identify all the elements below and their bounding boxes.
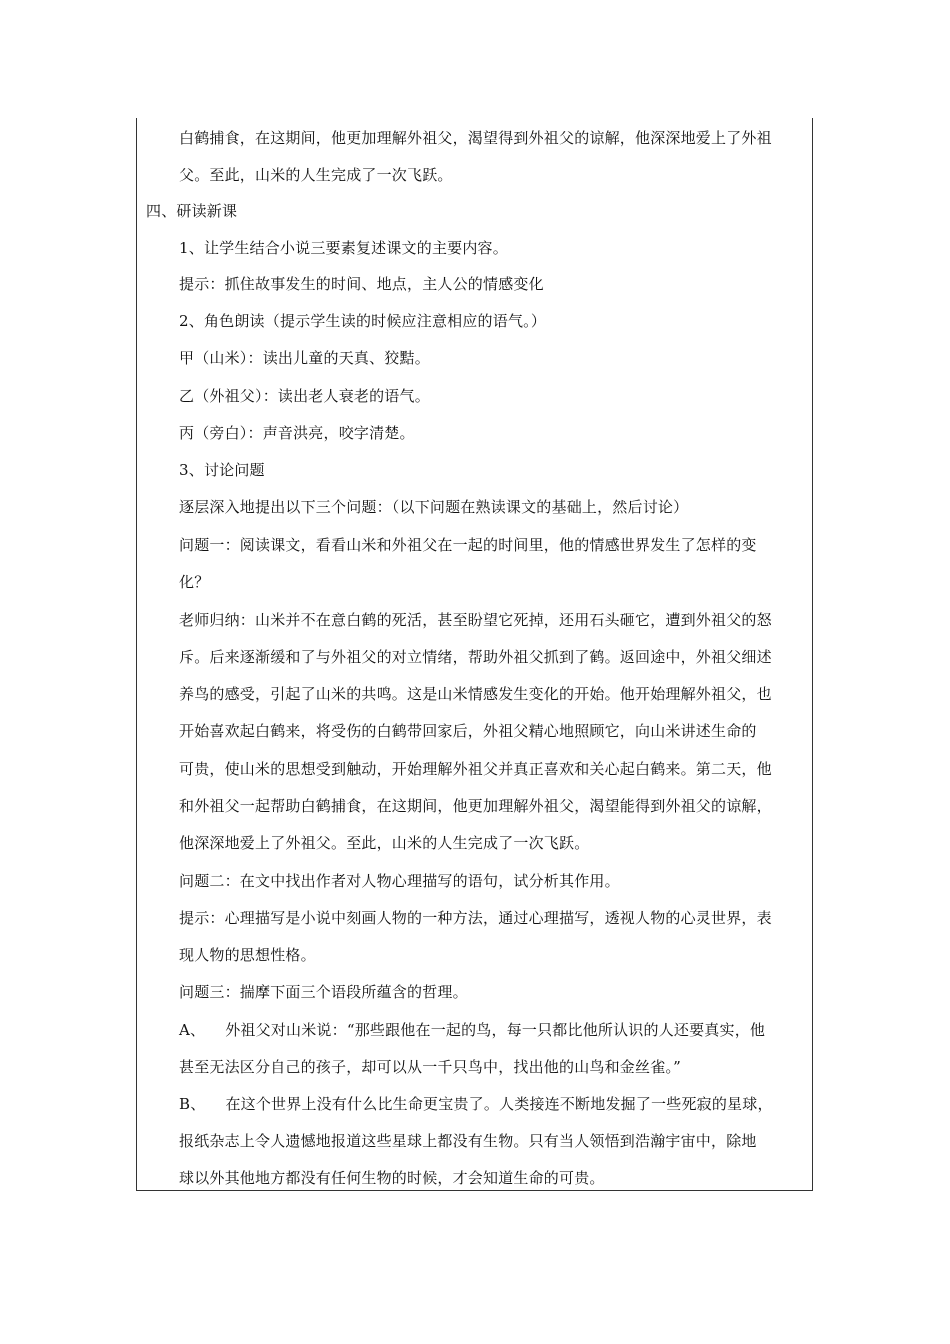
text-line: 甚至无法区分自己的孩子，却可以从一千只鸟中，找出他的山鸟和金丝雀。” (179, 1058, 681, 1076)
text-line: 和外祖父一起帮助白鹤捕食，在这期间，他更加理解外祖父，渴望能得到外祖父的谅解， (179, 797, 772, 815)
text-line: 问题二：在文中找出作者对人物心理描写的语句，试分析其作用。 (179, 872, 620, 890)
text-line: 开始喜欢起白鹤来，将受伤的白鹤带回家后，外祖父精心地照顾它，向山米讲述生命的 (179, 722, 757, 740)
text-line: 老师归纳：山米并不在意白鹤的死活，甚至盼望它死掉，还用石头砸它，遭到外祖父的怒 (179, 611, 772, 629)
list-text: 在这个世界上没有什么比生命更宝贵了。人类接连不断地发掘了一些死寂的星球， (225, 1095, 773, 1113)
text-line: 白鹤捕食，在这期间，他更加理解外祖父，渴望得到外祖父的谅解，他深深地爱上了外祖 (179, 129, 772, 147)
text-line: 问题三：揣摩下面三个语段所蕴含的哲理。 (179, 983, 468, 1001)
text-line: 3、讨论问题 (179, 461, 265, 479)
text-line: 现人物的思想性格。 (179, 946, 316, 964)
text-line: 丙（旁白）：声音洪亮，咬字清楚。 (179, 424, 415, 442)
text-line: 可贵，使山米的思想受到触动，开始理解外祖父并真正喜欢和关心起白鹤来。第二天，他 (179, 760, 772, 778)
text-line (179, 1020, 765, 1040)
text-line: 他深深地爱上了外祖父。至此，山米的人生完成了一次飞跃。 (179, 834, 590, 852)
list-text: 外祖父对山米说：“那些跟他在一起的鸟，每一只都比他所认识的人还要真实，他 (225, 1021, 766, 1039)
text-line: 养鸟的感受，引起了山米的共鸣。这是山米情感发生变化的开始。他开始理解外祖父，也 (179, 685, 772, 703)
list-marker: A、 (179, 1021, 206, 1039)
list-marker: B、 (179, 1095, 206, 1113)
text-line: 球以外其他地方都没有任何生物的时候，才会知道生命的可贵。 (179, 1169, 605, 1187)
text-line: 乙（外祖父）：读出老人衰老的语气。 (179, 387, 430, 405)
text-line: 父。至此，山米的人生完成了一次飞跃。 (179, 166, 453, 184)
text-line: 逐层深入地提出以下三个问题：（以下问题在熟读课文的基础上，然后讨论） (179, 498, 689, 516)
text-line: 提示：心理描写是小说中刻画人物的一种方法，通过心理描写，透视人物的心灵世界，表 (179, 909, 772, 927)
text-line: 甲（山米）：读出儿童的天真、狡黠。 (179, 349, 430, 367)
text-line: 报纸杂志上令人遗憾地报道这些星球上都没有生物。只有当人领悟到浩瀚宇宙中，除地 (179, 1132, 757, 1150)
text-line: 问题一：阅读课文，看看山米和外祖父在一起的时间里，他的情感世界发生了怎样的变 (179, 536, 757, 554)
text-line: 斥。后来逐渐缓和了与外祖父的对立情绪，帮助外祖父抓到了鹤。返回途中，外祖父细述 (179, 648, 772, 666)
text-line: 1、让学生结合小说三要素复述课文的主要内容。 (179, 239, 508, 257)
text-line: 提示：抓住故事发生的时间、地点，主人公的情感变化 (179, 275, 544, 293)
text-line: 2、角色朗读（提示学生读的时候应注意相应的语气。） (179, 312, 547, 330)
text-line (179, 1094, 773, 1114)
text-line: 化？ (179, 573, 210, 591)
section-heading: 四、研读新课 (146, 202, 238, 220)
